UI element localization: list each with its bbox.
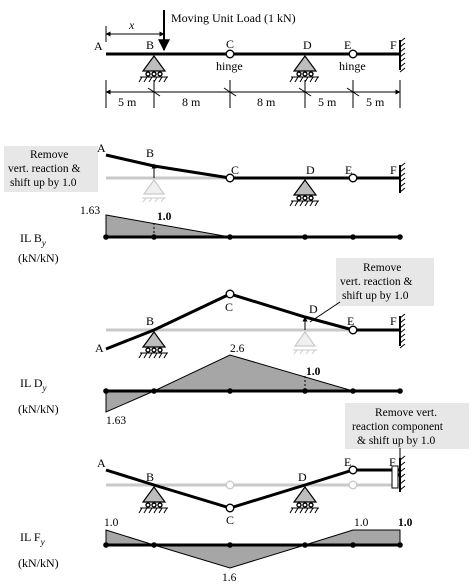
ghost-hinge-e-f	[349, 481, 357, 489]
il-b-units: (kN/kN)	[18, 251, 59, 265]
hinge-c-d	[226, 290, 234, 298]
span-label-ab: 5 m	[118, 95, 137, 109]
label-c-f: C	[226, 513, 235, 527]
hinge-label-c: hinge	[216, 59, 243, 73]
il-f-area-left	[106, 530, 154, 545]
x-dimension-label: x	[129, 18, 135, 32]
deflected-shape-f	[97, 403, 469, 527]
il-f-units: (kN/kN)	[18, 556, 59, 570]
label-e-f: E	[344, 455, 352, 469]
il-f-value-e: 1.0	[354, 517, 369, 529]
hinge-c	[226, 50, 234, 58]
label-a-b: A	[97, 141, 106, 155]
il-b-value-b: 1.0	[157, 211, 172, 223]
note-f-line-1: Remove vert.	[375, 407, 437, 419]
label-d-d: D	[309, 302, 318, 316]
moving-load-label: Moving Unit Load (1 kN)	[171, 11, 296, 25]
point-label-d: D	[303, 38, 312, 52]
span-label-bc: 8 m	[182, 95, 201, 109]
support-b-d	[139, 332, 168, 358]
label-e-b: E	[345, 163, 353, 177]
hinge-c-f	[226, 504, 234, 512]
note-b-line-1: Remove	[30, 149, 69, 161]
il-d-value-a: 1.63	[106, 415, 127, 427]
il-d-value-d: 1.0	[306, 366, 321, 378]
label-b-f: B	[146, 470, 155, 484]
label-f-d: F	[390, 314, 397, 328]
il-f-subscript: y	[40, 537, 45, 547]
note-f-line-2: reaction component	[352, 421, 444, 433]
label-a-d: A	[95, 341, 104, 355]
fixed-support-f	[400, 38, 405, 72]
support-d-b	[290, 180, 319, 206]
note-d-line-2: vert. reaction &	[340, 276, 413, 288]
label-c-d: C	[225, 300, 234, 314]
label-d-b: D	[306, 163, 315, 177]
label-f-f: F	[389, 455, 396, 469]
support-d-f	[290, 487, 319, 513]
il-f-value-c: 1.6	[222, 572, 237, 584]
note-b-line-2: vert. reaction &	[8, 163, 81, 175]
il-f-value-a: 1.0	[104, 517, 119, 529]
note-d-line-1: Remove	[363, 262, 402, 274]
label-a-f: A	[97, 456, 106, 470]
label-e-d: E	[347, 314, 355, 328]
label-b-d: B	[146, 314, 155, 328]
hinge-label-e: hinge	[339, 59, 366, 73]
influence-line-f	[18, 517, 413, 584]
il-b-subscript: y	[41, 238, 46, 248]
deflected-shape-b	[4, 141, 405, 206]
point-label-e: E	[344, 38, 352, 52]
note-b-line-3: shift up by 1.0	[10, 177, 77, 189]
il-b-value-a: 1.63	[80, 205, 101, 217]
deflected-shape-d	[95, 258, 434, 358]
il-b-title: IL $B_y$	[20, 231, 46, 248]
span-label-ef: 5 m	[366, 95, 385, 109]
span-label-de: 5 m	[318, 95, 337, 109]
label-b-b: B	[146, 146, 155, 160]
label-c-b: C	[231, 163, 240, 177]
label-d-f: D	[298, 470, 307, 484]
point-label-a: A	[94, 39, 103, 53]
fixed-support-f-d	[400, 314, 405, 348]
label-f-b: F	[390, 163, 397, 177]
il-d-value-c: 2.6	[230, 343, 245, 355]
roller-support-d	[290, 56, 319, 82]
il-d-units: (kN/kN)	[18, 402, 59, 416]
ghost-hinge-c-f	[226, 481, 234, 489]
il-d-area-positive	[154, 355, 353, 391]
span-label-cd: 8 m	[257, 95, 276, 109]
note-f-line-3: & shift up by 1.0	[357, 435, 436, 447]
il-d-area-negative	[106, 391, 154, 412]
point-label-f: F	[390, 38, 397, 52]
il-f-title: IL $F_y$	[20, 530, 45, 547]
fixed-support-f-b	[400, 163, 405, 193]
removed-support-b	[142, 180, 166, 202]
structure-diagram	[94, 10, 405, 109]
influence-line-b	[18, 205, 403, 265]
point-label-c: C	[226, 37, 235, 51]
roller-support-b	[139, 56, 168, 82]
il-f-area-middle	[154, 545, 305, 568]
support-b-f	[139, 487, 168, 513]
note-d-line-3: shift up by 1.0	[342, 290, 409, 302]
il-f-value-f: 1.0	[398, 517, 413, 529]
il-d-title: IL $D_y$	[20, 376, 47, 393]
point-label-b: B	[146, 38, 155, 52]
il-d-subscript: y	[42, 383, 47, 393]
removed-support-d	[293, 332, 317, 354]
span-dimensions	[106, 80, 400, 109]
